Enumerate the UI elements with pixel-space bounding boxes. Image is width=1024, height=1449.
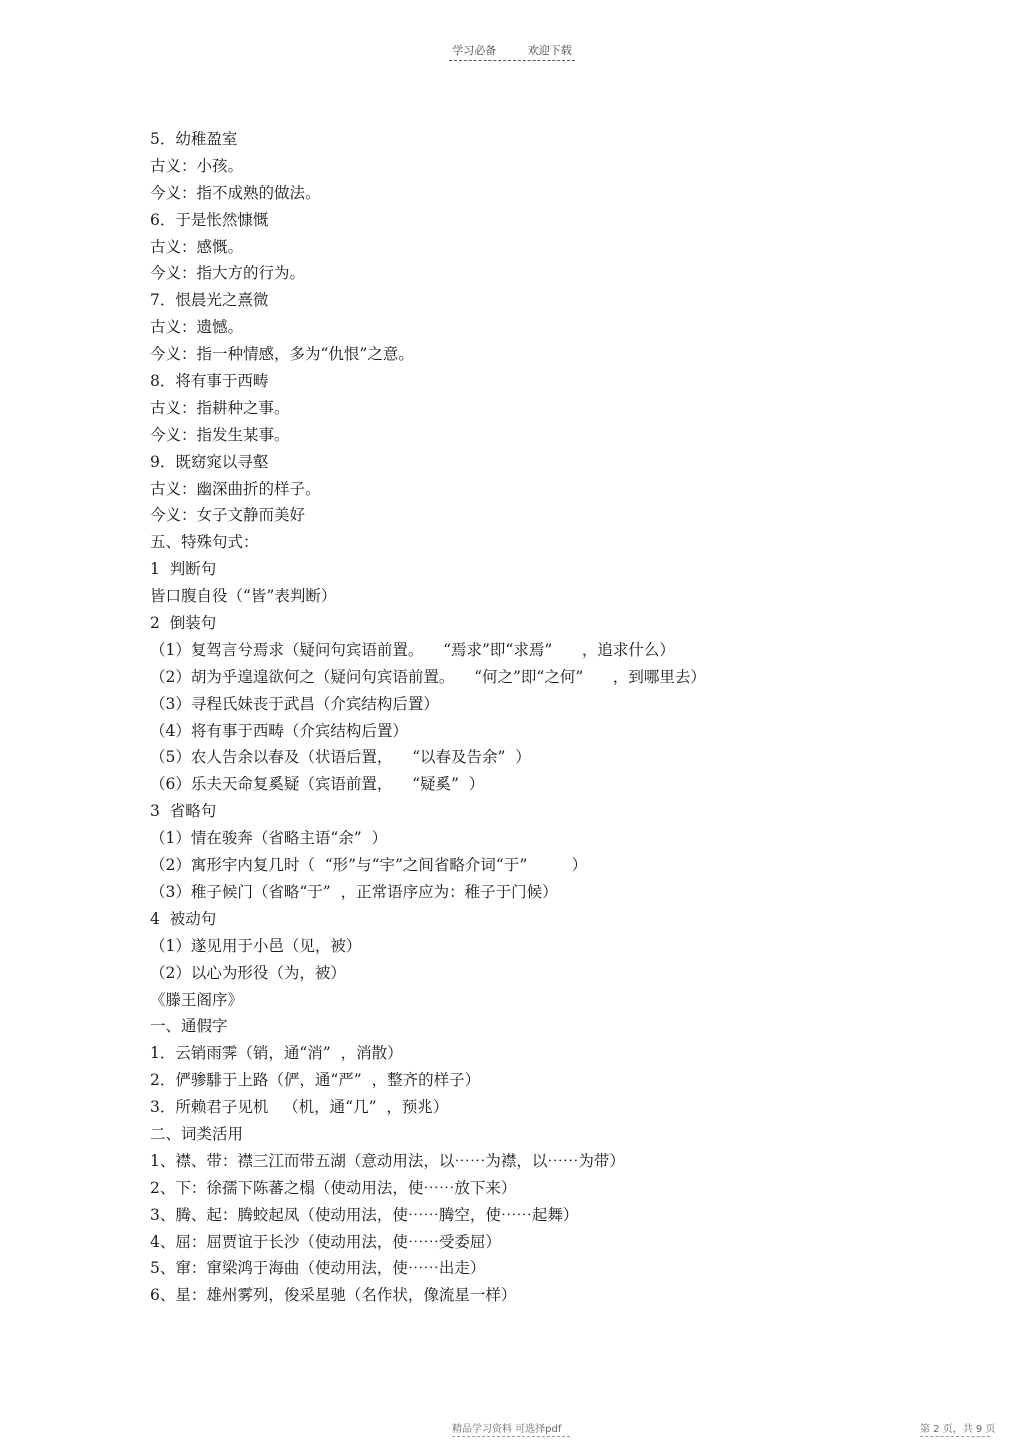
text-line: 1 判断句 [150,560,217,579]
text-line: 3 省略句 [150,802,217,821]
text-line: 6．于是怅然慷慨 [150,210,269,229]
text-line: 3．所赖君子见机 （机，通“几” ，预兆） [150,1098,449,1117]
text-line: （1）情在骏奔（省略主语“余” ） [150,829,388,848]
text-line: 3、腾、起：腾蛟起凤（使动用法，使⋯⋯腾空，使⋯⋯起舞） [150,1205,579,1224]
text-line: 2．俨骖騑于上路（俨，通“严” ，整齐的样子） [150,1071,481,1090]
text-line: 8．将有事于西畴 [150,372,269,391]
header-divider [449,60,575,61]
text-line: 今义：女子文静而美好 [150,506,306,525]
text-line: （2）以心为形役（为，被） [150,963,346,982]
text-line: 古义：指耕种之事。 [150,398,290,417]
text-line: （3）寻程氏妹丧于武昌（介宾结构后置） [150,694,439,713]
footer-right-divider [920,1436,990,1437]
header-right-text: 欢迎下载 [527,44,572,57]
text-line: 2、下：徐孺下陈蕃之榻（使动用法，使⋯⋯放下来） [150,1178,517,1197]
document-body [150,126,910,1309]
page-header [0,42,1024,58]
text-line: 今义：指不成熟的做法。 [150,183,321,202]
text-line: 一、通假字 [150,1017,228,1036]
text-line: （5）农人告余以春及（状语后置， “以春及告余” ） [150,748,531,767]
text-line: 今义：指发生某事。 [150,425,290,444]
header-left-text: 学习必备 [452,44,497,57]
text-line: 5、窜：窜梁鸿于海曲（使动用法，使⋯⋯出走） [150,1259,486,1278]
text-line: 1、襟、带：襟三江而带五湖（意动用法，以⋯⋯为襟，以⋯⋯为带） [150,1151,625,1170]
text-line: 皆口腹自役（“皆”表判断） [150,587,337,606]
text-line: （4）将有事于西畴（介宾结构后置） [150,721,408,740]
text-line: 今义：指大方的行为。 [150,264,306,283]
text-line: 今义：指一种情感，多为“仇恨”之意。 [150,345,414,364]
page-number: 第 2 页，共 9 页 [920,1424,996,1435]
text-line: 五、特殊句式： [150,533,259,552]
text-line: 古义：幽深曲折的样子。 [150,479,321,498]
text-line: 5．幼稚盈室 [150,130,238,148]
text-line: 6、星：雄州雾列，俊采星驰（名作状，像流星一样） [150,1286,517,1305]
text-line: 二、词类活用 [150,1124,244,1143]
text-line: （1）遂见用于小邑（见，被） [150,936,362,955]
text-line: 7．恨晨光之熹微 [150,291,269,310]
text-line: 2 倒装句 [150,614,217,633]
text-line: 9．既窈窕以寻壑 [150,452,269,471]
text-line: 《滕王阁序》 [150,990,244,1009]
text-line: 古义：感慨。 [150,237,244,256]
text-line: （3）稚子候门（省略“于” ，正常语序应为：稚子于门候） [150,882,558,901]
footer-left-divider [452,1436,570,1437]
footer-left-text: 精品学习资料 可选择pdf [452,1424,562,1435]
text-line: 古义：遗憾。 [150,318,244,337]
text-line: 4、屈：屈贾谊于长沙（使动用法，使⋯⋯受委屈） [150,1232,501,1251]
text-line: （2）寓形宇内复几时（ “形”与“宇”之间省略介词“于” ） [150,856,588,875]
text-line: 4 被动句 [150,909,217,928]
text-line: 古义：小孩。 [150,156,244,175]
text-line: （6）乐夫天命复奚疑（宾语前置， “疑奚” ） [150,775,485,794]
text-line: 1．云销雨霁（销，通“消” ，消散） [150,1044,403,1063]
text-line: （2）胡为乎遑遑欲何之（疑问句宾语前置。 “何之”即“之何” ，到哪里去） [150,667,706,686]
text-line: （1）复驾言兮焉求（疑问句宾语前置。 “焉求”即“求焉” ，追求什么） [150,640,675,659]
